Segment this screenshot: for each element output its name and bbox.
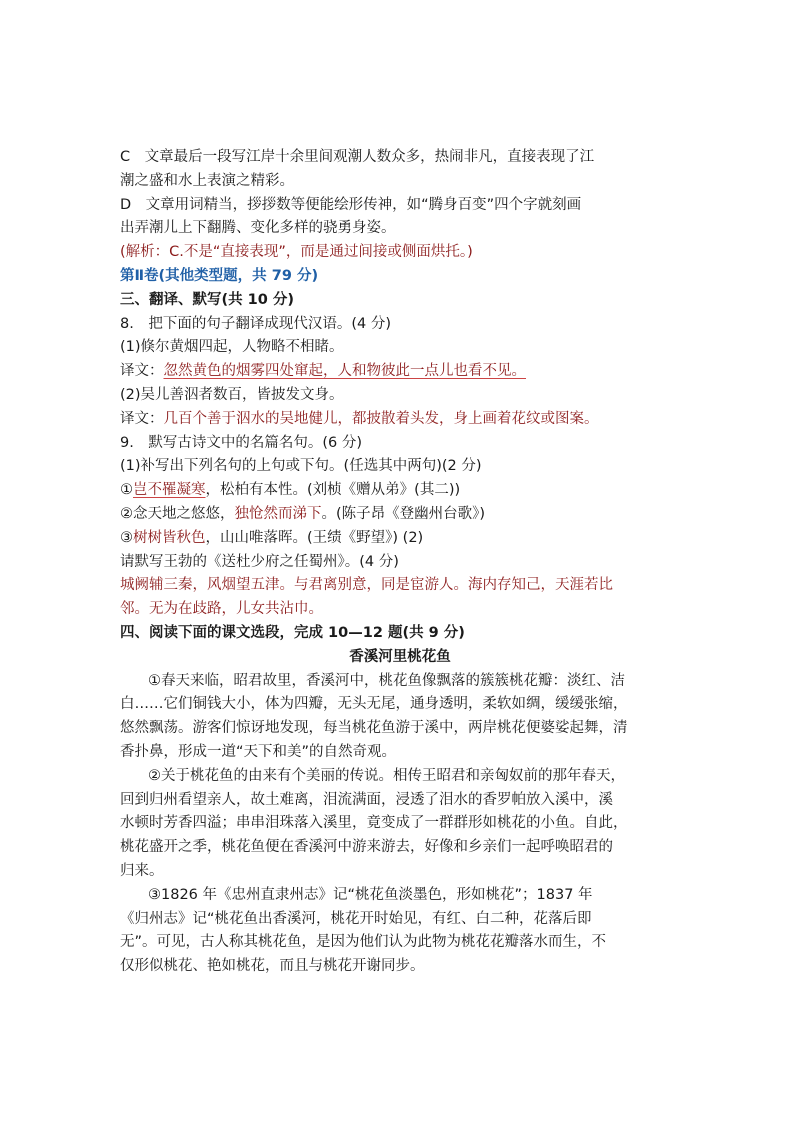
analysis-line: (解析：C.不是“直接表现”，而是通过间接或侧面烘托。) — [120, 244, 473, 261]
translation-label: 译文： — [120, 363, 164, 380]
passage-p3-line4: 仅形似桃花、艳如桃花，而且与桃花开谢同步。 — [120, 958, 425, 975]
q9-item-3 — [120, 527, 680, 551]
q8-translation-1 — [120, 360, 680, 384]
passage-p3-line1: ③1826 年《忠州直隶州志》记“桃花鱼淡墨色，形如桃花”；1837 年 — [148, 886, 593, 903]
q9-item-1 — [120, 479, 680, 503]
passage-p2-line3: 水顿时芳香四溢；串串泪珠落入溪里，竟变成了一群群形如桃花的小鱼。自此， — [120, 815, 628, 832]
item-number: ① — [120, 482, 133, 499]
fill-answer: 岂不罹凝寒 — [133, 482, 206, 499]
question-8: 8. 把下面的句子翻译成现代汉语。(4 分) — [120, 315, 391, 332]
passage-p2-line4: 桃花盛开之季，桃花鱼便在香溪河中游来游去，好像和乡亲们一起呼唤昭君的 — [120, 839, 613, 856]
passage-p2-line5: 归来。 — [120, 862, 164, 879]
poem-answer-line1: 城阙辅三秦，风烟望五津。与君离别意，同是宦游人。海内存知己，天涯若比 — [120, 577, 613, 594]
fill-answer: 树树皆秋色 — [133, 529, 206, 546]
passage-p3-line2: 《归州志》记“桃花鱼出香溪河，桃花开时始见，有红、白二种，花落后即 — [120, 910, 592, 927]
item-number: ③ — [120, 529, 133, 546]
passage-p3-line3: 无”。可见，古人称其桃花鱼，是因为他们认为此物为桃花花瓣落水而生，不 — [120, 934, 607, 951]
passage-p1-line3: 悠然飘荡。游客们惊讶地发现，每当桃花鱼游于溪中，两岸桃花便婆娑起舞，清 — [120, 720, 628, 737]
document-page — [120, 146, 680, 979]
part-3-heading: 三、翻译、默写(共 10 分) — [120, 291, 295, 308]
fill-answer: 独怆然而涕下 — [234, 505, 322, 522]
poem-answer-line2: 邻。无为在歧路，儿女共沾巾。 — [120, 601, 323, 618]
option-c-line1: C 文章最后一段写江岸十余里间观潮人数众多，热闹非凡，直接表现了江 — [120, 149, 595, 165]
section-2-heading: 第Ⅱ卷(其他类型题，共 79 分) — [120, 267, 319, 284]
passage-p2-line2: 回到归州看望亲人，故土难离，泪流满面，浸透了泪水的香罗帕放入溪中，溪 — [120, 791, 613, 808]
part-4-heading: 四、阅读下面的课文选段，完成 10—12 题(共 9 分) — [120, 624, 465, 641]
q8-sentence-2: (2)吴儿善泅者数百，皆披发文身。 — [120, 386, 344, 403]
q9-part-1: (1)补写出下列名句的上句或下句。(任选其中两句)(2 分) — [120, 458, 482, 475]
q8-sentence-1: (1)倏尔黄烟四起，人物略不相睹。 — [120, 339, 344, 356]
translation-answer: 忽然黄色的烟雾四处窜起，人和物彼此一点儿也看不见。 — [163, 363, 526, 380]
passage-p1-line2: 白……它们铜钱大小，体为四瓣，无头无尾，通身透明，柔软如绸，缓缓张缩， — [120, 696, 628, 713]
option-d-line1: D 文章用词精当，拶拶数等便能绘形传神，如“腾身百变”四个字就刻画 — [120, 196, 582, 213]
item-text: ，松柏有本性。(刘桢《赠从弟》(其二)) — [205, 482, 461, 499]
q8-translation-2 — [120, 408, 680, 432]
q9-item-2 — [120, 503, 680, 527]
passage-p1-line1: ①春天来临，昭君故里，香溪河中，桃花鱼像飘落的簇簇桃花瓣：淡红、洁 — [148, 672, 625, 689]
item-text: ②念天地之悠悠， — [120, 505, 235, 522]
translation-label: 译文： — [120, 410, 164, 427]
passage-title: 香溪河里桃花鱼 — [349, 648, 451, 665]
item-text: ，山山唯落晖。(王绩《野望》) (2) — [205, 529, 424, 546]
passage-p2-line1: ②关于桃花鱼的由来有个美丽的传说。相传王昭君和亲匈奴前的那年春天， — [148, 767, 625, 784]
option-c-line2: 潮之盛和水上表演之精彩。 — [120, 172, 294, 189]
passage-p1-line4: 香扑鼻，形成一道“天下和美”的自然奇观。 — [120, 743, 397, 760]
option-d-line2: 出弄潮儿上下翻腾、变化多样的骁勇身姿。 — [120, 220, 396, 237]
q9-part-2: 请默写王勃的《送杜少府之任蜀州》。(4 分) — [120, 553, 399, 570]
translation-answer: 几百个善于泅水的吴地健儿，都披散着头发，身上画着花纹或图案。 — [163, 410, 599, 427]
item-text: 。(陈子昂《登幽州台歌》) — [321, 505, 486, 522]
question-9: 9. 默写古诗文中的名篇名句。(6 分) — [120, 434, 362, 451]
